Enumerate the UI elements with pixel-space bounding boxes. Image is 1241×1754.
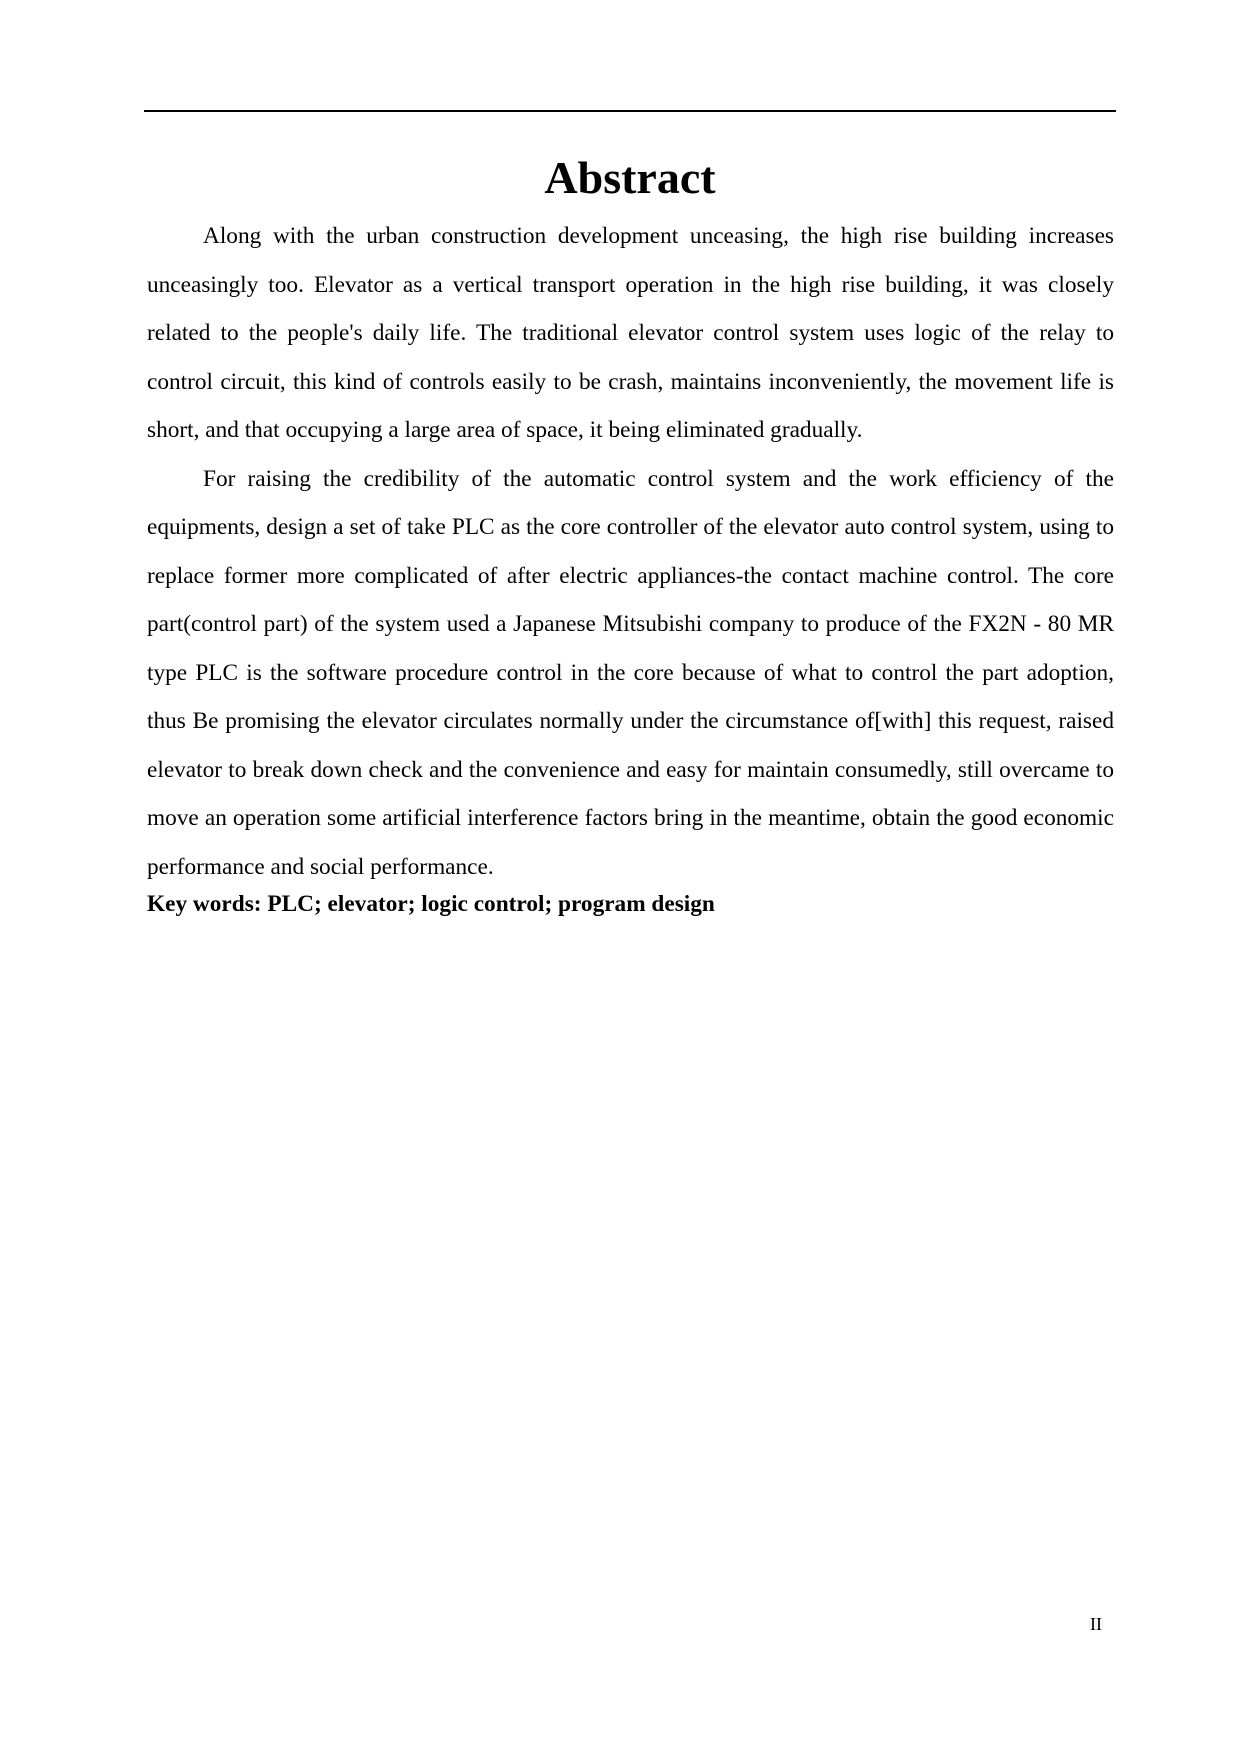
- keywords-line: Key words: PLC; elevator; logic control; program design: [147, 891, 715, 917]
- page-number: II: [1090, 1614, 1102, 1634]
- abstract-paragraph-1: Along with the urban construction development unceasing, the high rise building increases unceasingly too. Elevator as a vertical transport operation in the high rise building, it was closely related to the people's daily life. The traditional elevator control system uses logic of the relay to control circuit, this kind of controls easily to be crash, maintains inconveniently, the movement life is short, and that occupying a large area of space, it being eliminated gradually.: [147, 223, 1114, 443]
- header-rule: [144, 110, 1116, 112]
- abstract-paragraph-2: For raising the credibility of the automatic control system and the work efficiency of the equipments, design a set of take PLC as the core controller of the elevator auto control system, using to replace former more complicated of after electric appliances-the contact machine control. The core part(control part) of the system used a Japanese Mitsubishi company to produce of the FX2N - 80 MR type PLC is the software procedure control in the core because of what to control the part adoption, thus Be promising the elevator circulates normally under the circumstance of[with] this request, raised elevator to break down check and the convenience and easy for maintain consumedly, still overcame to move an operation some artificial interference factors bring in the meantime, obtain the good economic performance and social performance.: [147, 465, 1114, 880]
- page-title: Abstract: [544, 152, 716, 203]
- abstract-body: [147, 212, 1114, 925]
